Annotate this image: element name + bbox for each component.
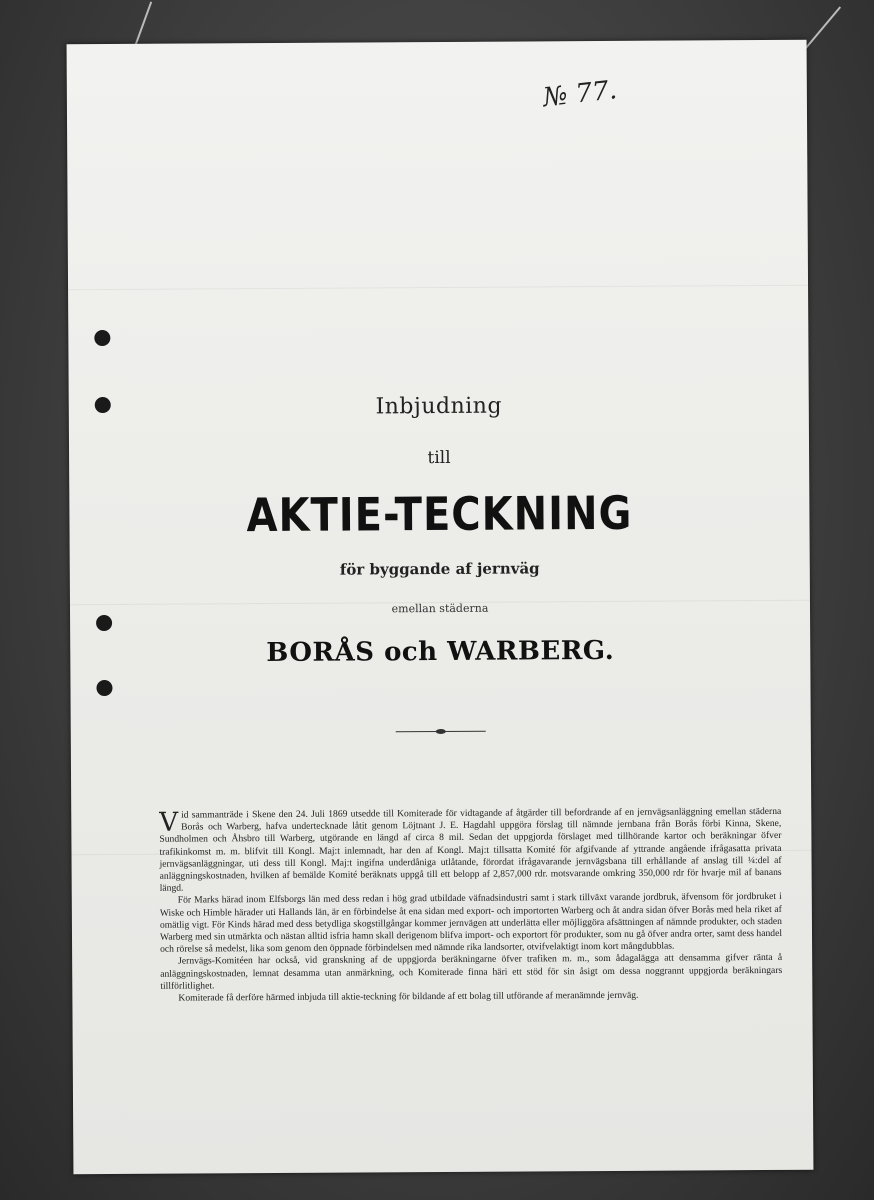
paragraph — [159, 806, 782, 895]
paragraph: Komiterade få derföre härmed inbjuda till aktie-teckning för bildande af ett bolag till utförande af meranämnde jernväg. — [178, 989, 639, 1004]
cities-title: BORÅS och WARBERG. — [266, 635, 615, 669]
archive-number: № 77. — [541, 75, 619, 114]
pin-top-right — [801, 6, 841, 53]
ornament-divider — [396, 730, 486, 734]
invitation-heading: Inbjudning — [375, 393, 503, 420]
body-text — [159, 806, 782, 1005]
paragraph: Jernvägs-Komitéen har också, vid granskning af de uppgjorda beräkningarne öfver trafiken m. m., som ådagalägga att densamma gifver ränta å anläggningskostnaden, lemnat desamma utan anmärkning, och Komiterade finna häri ett stöd för sin åsigt om dessa noggrannt uppgjorda beräkningars tillförlitlighet. — [160, 952, 783, 992]
paragraph: För Marks härad inom Elfsborgs län med dess redan i hög grad utbildade väfnadsindustri samt i stark tillväxt varande jordbruk, äfvensom för jordbruket i Wiske och Himble härader uti Hallands län, är en förbindelse åt ena sidan med export- och importorten Warberg och åt andra sidan öfver Borås med hela riket af omätlig vigt. För Kinds härad med dess betydliga skogstillgångar kommer jernvägen att underlätta eller möjliggöra afsättningen af nämnde produkter, och staden Warberg med sin utmärkta och nästan alltid isfria hamn skall derigenom blifva import- och exportort för produkter, som nu gå öfver andra orter, samt dess handel och rörelse så medelst, lika som genom den öppnade förbindelsen med nämnde rika landsorter, otvifvelaktigt inom kort mångdubblas. — [159, 891, 783, 955]
between-subtitle: emellan städerna — [391, 601, 489, 616]
document-sheet — [67, 40, 814, 1174]
punch-hole — [94, 330, 110, 346]
purpose-subtitle: för byggande af jernväg — [339, 559, 540, 579]
till-heading: till — [427, 447, 451, 469]
paragraph-text: id sammanträde i Skene den 24. Juli 1869 utsedde till Komiterade för vidtagande af åtgärder till befordrande af en jernvägsanläggning emellan städerna Borås och Warberg, hafva undertecknade låtit genom Löjtnant J. E. Hagdahl uppgöra förslag till nämnde jernbana från Borås förbi Kinna, Skene, Sundholmen och Åhsbro till Warberg, utgörande en längd af circa 8 mil. Sedan det uppgjorda förslaget med tillhörande kartor och beräkningar öfver trafikinkomst m. m. blifvit till Kongl. Maj:t inlemnadt, har den af Kongl. Maj:t tillsatta Komité för afgifvande af yttrande angående ifrågasatta privata jernvägsanläggningar, uti dess till Kongl. Maj:t ingifna underdåniga utlåtande, förordat ifrågavarande jernvägsbana till erhållande af anslag till ¼:del af anläggningskostnaden, hvilken af bemälde Komité beräknats uppgå till ett belopp af 2,857,000 rdr. motsvarande omkring 350,000 rdr för hvarje mil af banans längd. — [159, 805, 782, 894]
punch-hole — [96, 680, 112, 696]
drop-cap: V — [159, 807, 179, 838]
main-title: AKTIE-TECKNING — [246, 487, 633, 543]
punch-hole — [96, 615, 112, 631]
fold-line — [68, 285, 808, 291]
